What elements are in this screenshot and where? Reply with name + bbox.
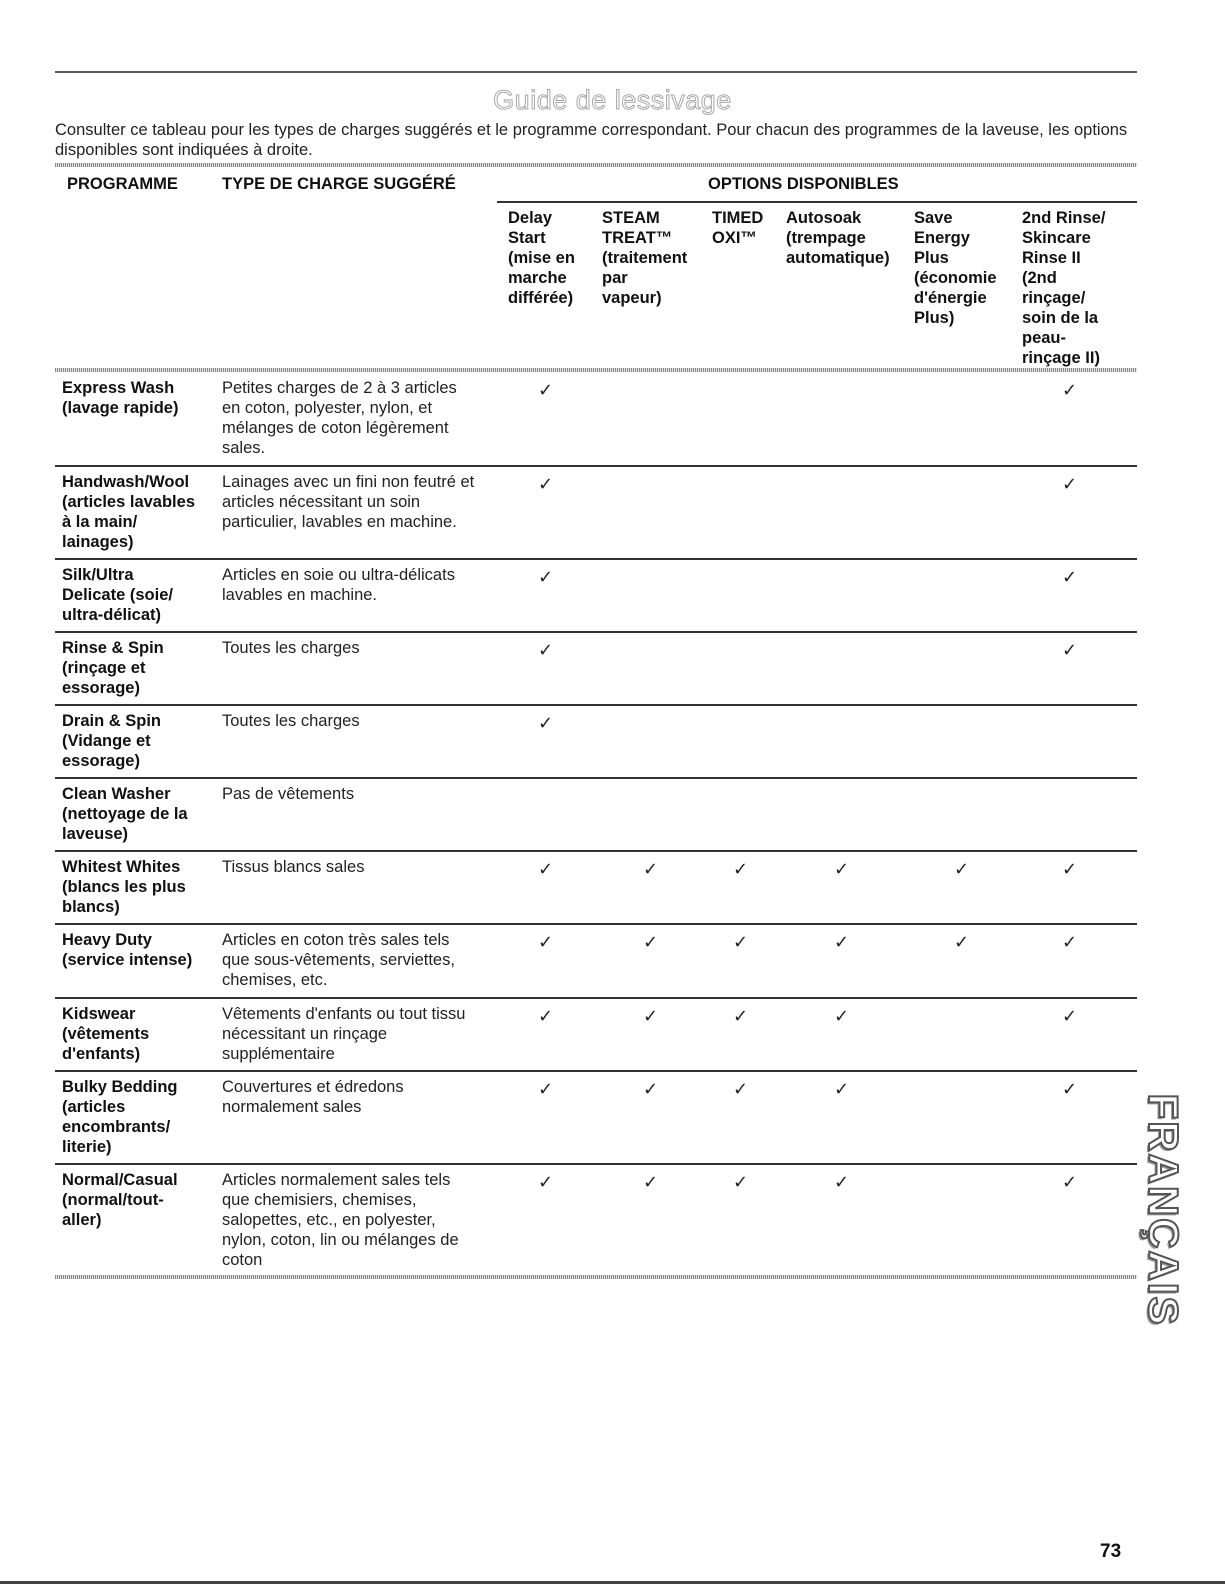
checkmark-icon: ✓ bbox=[834, 1172, 850, 1192]
header-options: OPTIONS DISPONIBLES bbox=[708, 175, 899, 193]
option-header-delay-start: Delay Start (mise en marche différée) bbox=[508, 209, 575, 307]
page-title: Guide de lessivage bbox=[493, 85, 732, 115]
row-divider-line bbox=[55, 923, 1137, 925]
checkmark-icon: ✓ bbox=[643, 1006, 659, 1026]
row-divider-line bbox=[55, 777, 1137, 779]
row-divider-line bbox=[55, 465, 1137, 467]
checkmark-icon: ✓ bbox=[733, 859, 749, 879]
checkmark-icon: ✓ bbox=[643, 932, 659, 952]
suggested-load: Articles normalement sales tels que chemisiers, chemises, salopettes, etc., en polyester, nylon, coton, lin ou mélanges de coton bbox=[222, 1171, 459, 1269]
suggested-load: Articles en coton très sales tels que sous-vêtements, serviettes, chemises, etc. bbox=[222, 931, 455, 989]
suggested-load: Articles en soie ou ultra-délicats lavables en machine. bbox=[222, 566, 455, 604]
checkmark-icon: ✓ bbox=[1062, 859, 1078, 879]
program-name: Rinse & Spin (rinçage et essorage) bbox=[62, 639, 164, 697]
suggested-load: Couvertures et édredons normalement sales bbox=[222, 1078, 404, 1116]
checkmark-icon: ✓ bbox=[834, 932, 850, 952]
row-divider-line bbox=[55, 1070, 1137, 1072]
checkmark-icon: ✓ bbox=[733, 1006, 749, 1026]
checkmark-icon: ✓ bbox=[643, 1172, 659, 1192]
options-header-rule bbox=[497, 201, 1137, 203]
option-header-autosoak: Autosoak (trempage automatique) bbox=[786, 209, 890, 267]
checkmark-icon: ✓ bbox=[954, 932, 970, 952]
option-header-save-energy-plus: Save Energy Plus (économie d'énergie Plus) bbox=[914, 209, 997, 327]
side-tab-label: FRANÇAIS bbox=[1140, 1093, 1187, 1327]
header-top-divider bbox=[55, 163, 1137, 167]
program-name: Normal/Casual (normal/tout- aller) bbox=[62, 1171, 178, 1229]
table-bottom-divider bbox=[55, 1275, 1137, 1279]
option-header-second-rinse: 2nd Rinse/ Skincare Rinse II (2nd rinçage/ soin de la peau- rinçage II) bbox=[1022, 209, 1106, 367]
checkmark-icon: ✓ bbox=[1062, 567, 1078, 587]
checkmark-icon: ✓ bbox=[834, 1006, 850, 1026]
checkmark-icon: ✓ bbox=[538, 1172, 554, 1192]
suggested-load: Toutes les charges bbox=[222, 712, 360, 730]
checkmark-icon: ✓ bbox=[834, 859, 850, 879]
checkmark-icon: ✓ bbox=[643, 859, 659, 879]
option-header-timed-oxi: TIMED OXI™ bbox=[712, 209, 764, 247]
row-divider-line bbox=[55, 1163, 1137, 1165]
page-number: 73 bbox=[1100, 1541, 1122, 1562]
program-name: Whitest Whites (blancs les plus blancs) bbox=[62, 858, 186, 916]
program-name: Handwash/Wool (articles lavables à la main/ lainages) bbox=[62, 473, 195, 551]
checkmark-icon: ✓ bbox=[834, 1079, 850, 1099]
suggested-load: Pas de vêtements bbox=[222, 785, 355, 803]
intro-paragraph: Consulter ce tableau pour les types de charges suggérés et le programme correspondant. Pour chacun des programmes de la laveuse, les options disponibles sont indiquées à droite. bbox=[55, 121, 1128, 159]
checkmark-icon: ✓ bbox=[733, 932, 749, 952]
checkmark-icon: ✓ bbox=[1062, 1172, 1078, 1192]
checkmark-icon: ✓ bbox=[538, 1079, 554, 1099]
program-name: Bulky Bedding (articles encombrants/ literie) bbox=[62, 1078, 178, 1156]
checkmark-icon: ✓ bbox=[538, 380, 554, 400]
checkmark-icon: ✓ bbox=[733, 1172, 749, 1192]
row-divider-line bbox=[55, 631, 1137, 633]
checkmark-icon: ✓ bbox=[1062, 380, 1078, 400]
program-name: Express Wash (lavage rapide) bbox=[62, 379, 179, 417]
checkmark-icon: ✓ bbox=[538, 713, 554, 733]
header-bottom-divider bbox=[55, 368, 1137, 372]
checkmark-icon: ✓ bbox=[1062, 1006, 1078, 1026]
row-divider-line bbox=[55, 850, 1137, 852]
checkmark-icon: ✓ bbox=[538, 932, 554, 952]
checkmark-icon: ✓ bbox=[733, 1079, 749, 1099]
checkmark-icon: ✓ bbox=[538, 567, 554, 587]
checkmark-icon: ✓ bbox=[1062, 1079, 1078, 1099]
program-name: Clean Washer (nettoyage de la laveuse) bbox=[62, 785, 188, 843]
checkmark-icon: ✓ bbox=[538, 640, 554, 660]
row-divider-line bbox=[55, 704, 1137, 706]
checkmark-icon: ✓ bbox=[954, 859, 970, 879]
header-load-type: TYPE DE CHARGE SUGGÉRÉ bbox=[222, 175, 456, 193]
checkmark-icon: ✓ bbox=[538, 1006, 554, 1026]
top-rule bbox=[55, 71, 1137, 73]
bottom-rule bbox=[0, 1581, 1225, 1584]
row-divider-line bbox=[55, 997, 1137, 999]
suggested-load: Vêtements d'enfants ou tout tissu nécessitant un rinçage supplémentaire bbox=[222, 1005, 466, 1063]
suggested-load: Toutes les charges bbox=[222, 639, 360, 657]
program-name: Kidswear (vêtements d'enfants) bbox=[62, 1005, 150, 1063]
checkmark-icon: ✓ bbox=[538, 474, 554, 494]
language-side-tab bbox=[1133, 1080, 1193, 1340]
checkmark-icon: ✓ bbox=[1062, 932, 1078, 952]
suggested-load: Petites charges de 2 à 3 articles en coton, polyester, nylon, et mélanges de coton légèrement sales. bbox=[222, 379, 457, 457]
program-name: Drain & Spin (Vidange et essorage) bbox=[62, 712, 162, 770]
checkmark-icon: ✓ bbox=[1062, 474, 1078, 494]
checkmark-icon: ✓ bbox=[643, 1079, 659, 1099]
option-header-steam-treat: STEAM TREAT™ (traitement par vapeur) bbox=[602, 209, 688, 307]
row-divider-line bbox=[55, 558, 1137, 560]
suggested-load: Lainages avec un fini non feutré et articles nécessitant un soin particulier, lavables en machine. bbox=[222, 473, 475, 531]
header-program: PROGRAMME bbox=[67, 175, 178, 193]
checkmark-icon: ✓ bbox=[538, 859, 554, 879]
checkmark-icon: ✓ bbox=[1062, 640, 1078, 660]
program-name: Silk/Ultra Delicate (soie/ ultra-délicat) bbox=[62, 566, 173, 624]
suggested-load: Tissus blancs sales bbox=[222, 858, 365, 876]
program-name: Heavy Duty (service intense) bbox=[62, 931, 193, 969]
